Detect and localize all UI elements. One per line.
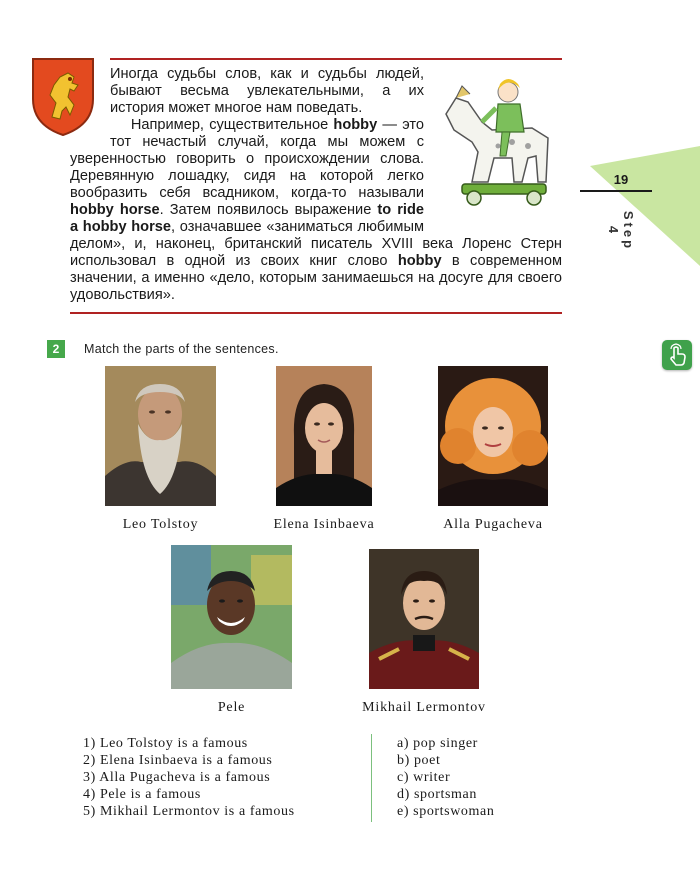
info-top-rule (110, 58, 562, 60)
list-item: 2) Elena Isinbaeva is a famous (83, 753, 273, 768)
interactive-task-button[interactable] (662, 340, 692, 370)
lists-divider (371, 734, 372, 822)
info-bottom-rule (70, 312, 562, 314)
portrait-tolstoy (105, 366, 216, 506)
page-number-rule (580, 190, 652, 192)
caption-pugacheva: Alla Pugacheva (443, 517, 543, 532)
list-item: b) poet (397, 753, 441, 768)
caption-lermontov: Mikhail Lermontov (362, 700, 486, 715)
caption-tolstoy: Leo Tolstoy (122, 517, 199, 532)
exercise-number-badge: 2 (47, 340, 65, 358)
term-hobby: hobby (333, 117, 378, 133)
portrait-isinbaeva (276, 366, 372, 506)
list-item: a) pop singer (397, 736, 478, 751)
hand-pointer-icon (662, 340, 692, 370)
caption-isinbaeva: Elena Isinbaeva (273, 517, 375, 532)
page-number: 19 (613, 172, 629, 187)
sentence-endings-list (397, 735, 547, 820)
list-item: 3) Alla Pugacheva is a famous (83, 770, 271, 785)
term-hobby-horse: hobby horse (70, 202, 160, 218)
list-item: 1) Leo Tolstoy is a famous (83, 736, 248, 751)
hobby-etymology-text: Иногда судьбы слов, как и судьбы людей, бывают весьма увлекательными, а их история может многое нам поведать. Например, существительное hobby — это тот нечастый случай, когда мы можем с уверенностью говорить о происхождении слова. Деревянную лошадку, сидя на которой легко вообразить себя всадником, когда-то называли hobby horse. Затем появилось выражение to ride a hobby horse, означавшее «заниматься любимым делом», и, наконец, британский писатель XVIII века Лоренс Стерн использовал в одной из своих книг слово hobby в современном значении, а именно «дело, которым занимаешься на досуге для своего удовольствия». (70, 66, 562, 303)
list-item: 5) Mikhail Lermontov is a famous (83, 804, 295, 819)
portrait-pele (171, 545, 292, 689)
portrait-pugacheva (438, 366, 548, 506)
step-label: Step 4 (606, 210, 636, 252)
list-item: 4) Pele is a famous (83, 787, 201, 802)
term-ride-hobby-horse: to ride a hobby horse (70, 202, 425, 235)
term-hobby-modern: hobby (397, 253, 442, 269)
sentence-beginnings-list (83, 735, 363, 820)
exercise-instruction: Match the parts of the sentences. (84, 342, 279, 356)
list-item: c) writer (397, 770, 451, 785)
caption-pele: Pele (217, 700, 246, 715)
list-item: e) sportswoman (397, 804, 495, 819)
portrait-lermontov (369, 549, 479, 689)
list-item: d) sportsman (397, 787, 477, 802)
